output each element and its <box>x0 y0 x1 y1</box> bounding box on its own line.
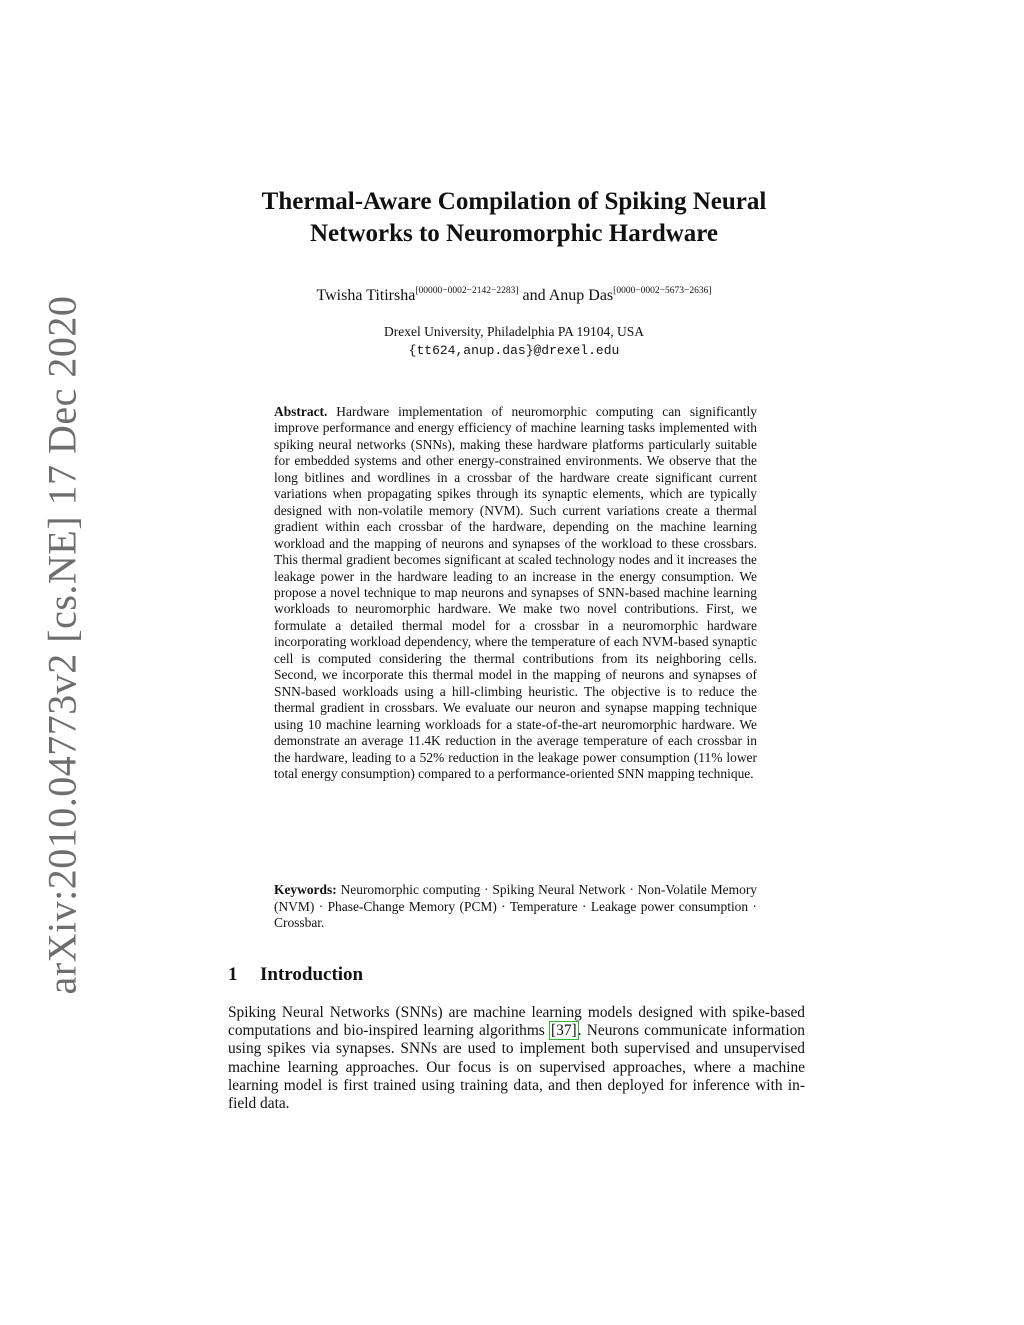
keywords-paragraph <box>274 882 757 932</box>
author-name-1: Twisha Titirsha <box>316 287 416 304</box>
title-line-2: Networks to Neuromorphic Hardware <box>309 220 719 247</box>
author-orcid-2: [0000−0002−5673−2636] <box>613 286 712 296</box>
author-orcid-1: [00000−0002−2142−2283] <box>415 286 519 296</box>
arxiv-identifier-stamp: arXiv:2010.04773v2 [cs.NE] 17 Dec 2020 <box>39 295 85 995</box>
intro-text-after-citation: . Neurons communicate information using spikes via synapses. SNNs are used to implement both supervised and unsupervised machine learning approaches. Our focus is on supervised approaches, where a machine learning model is first trained using training data, and then deployed for inference with in-field data. <box>228 1022 805 1113</box>
author-conjunction: and <box>518 287 549 304</box>
paper-title <box>230 186 798 250</box>
abstract-paragraph <box>274 404 757 782</box>
author-list <box>230 285 798 307</box>
author-name-2: Anup Das <box>548 287 614 304</box>
section-title: Introduction <box>260 964 364 985</box>
section-heading-introduction <box>228 963 363 987</box>
section-number: 1 <box>228 964 238 985</box>
affiliation-email: {tt624,anup.das}@drexel.edu <box>408 343 620 358</box>
affiliation-block <box>230 322 798 360</box>
abstract-heading: Abstract. <box>274 404 328 419</box>
keywords-body: Neuromorphic computing · Spiking Neural Network · Non-Volatile Memory (NVM) · Phase-Change Memory (PCM) · Temperature · Leakage power consumption · Crossbar. <box>274 882 758 930</box>
title-line-1: Thermal-Aware Compilation of Spiking Neural <box>261 188 767 215</box>
introduction-paragraph <box>228 1004 805 1113</box>
affiliation-institution: Drexel University, Philadelphia PA 19104, USA <box>384 324 644 339</box>
intro-text-before-citation: Spiking Neural Networks (SNNs) are machine learning models designed with spike-based computations and bio-inspired learning algorithms <box>228 1004 805 1040</box>
citation-link[interactable]: [37] <box>551 1022 577 1040</box>
abstract-body: Hardware implementation of neuromorphic computing can significantly improve performance and energy efficiency of machine learning tasks implemented with spiking neural networks (SNNs), making these hardware platforms particularly suitable for embedded systems and other energy-constrained environments. We observe that the long bitlines and wordlines in a crossbar of the hardware create significant current variations when propagating spikes through its synaptic elements, which are typically designed with non-volatile memory (NVM). Such current variations create a thermal gradient within each crossbar of the hardware, depending on the machine learning workload and the mapping of neurons and synapses of the workload to these crossbars. This thermal gradient becomes significant at scaled technology nodes and it increases the leakage power in the hardware leading to an increase in the energy consumption. We propose a novel technique to map neurons and synapses of SNN-based machine learning workloads to neuromorphic hardware. We make two novel contributions. First, we formulate a detailed thermal model for a crossbar in a neuromorphic hardware incorporating workload dependency, where the temperature of each NVM-based synaptic cell is computed considering the thermal contributions from its neighboring cells. Second, we incorporate this thermal model in the mapping of neurons and synapses of SNN-based workloads using a hill-climbing heuristic. The objective is to reduce the thermal gradient in crossbars. We evaluate our neuron and synapse mapping technique using 10 machine learning workloads for a state-of-the-art neuromorphic hardware. We demonstrate an average 11.4K reduction in the average temperature of each crossbar in the hardware, leading to a 52% reduction in the leakage power consumption (11% lower total energy consumption) compared to a performance-oriented SNN mapping technique. <box>274 404 757 781</box>
keywords-heading: Keywords: <box>274 882 337 897</box>
